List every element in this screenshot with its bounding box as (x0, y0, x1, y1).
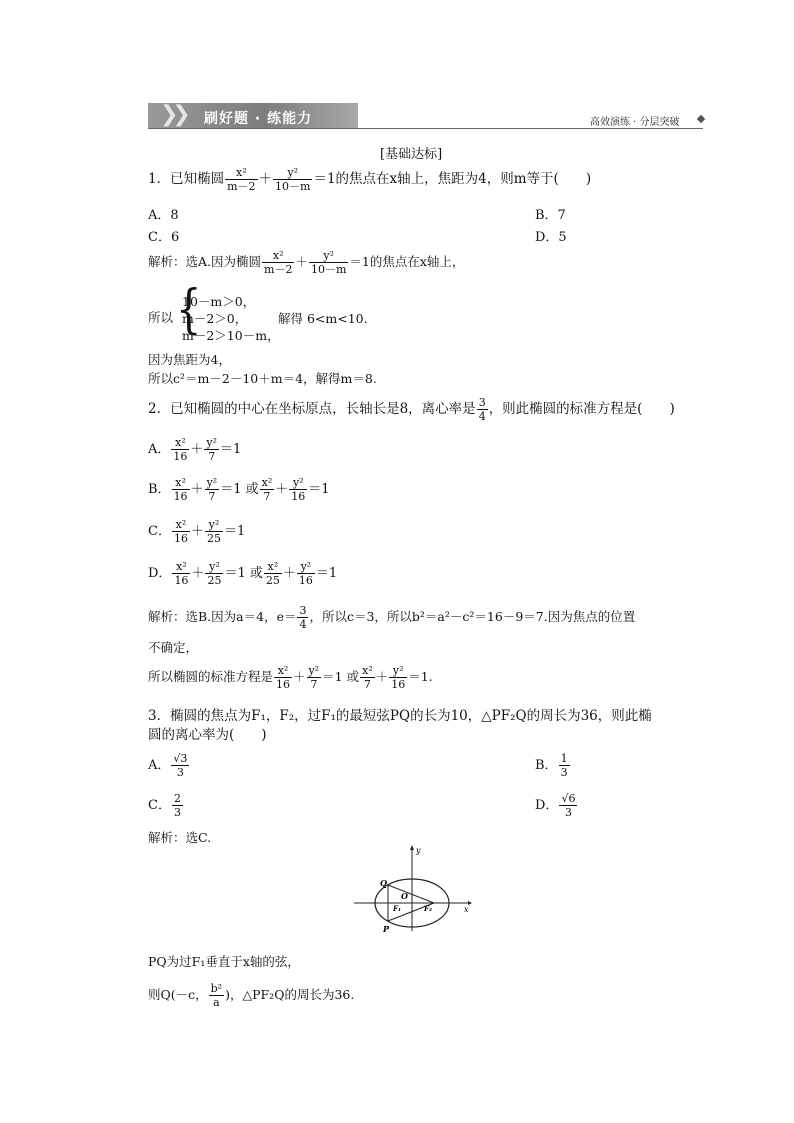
q1-system-line-2: m－2＞0， (182, 311, 248, 326)
q3-option-c: C． $\frac{2}{3}$ (148, 792, 181, 819)
label-o: O (401, 891, 408, 901)
label-q: Q (380, 878, 387, 888)
label-y: y (416, 846, 421, 855)
q2-option-d: D． $\frac{\text{x²}}{16}$ ＋ $\frac{\text{y²}}{25}$ ＝1 或 $\frac{\text{x²}}{25}$ ＋ $\frac{\text{y²}}{16}$ ＝1 (148, 560, 338, 587)
q3-pq-line: PQ为过F₁垂直于x轴的弦， (148, 954, 300, 969)
q3-option-b: B． $\frac{1}{3}$ (535, 752, 568, 779)
q2-option-a: A． $\frac{\text{x²}}{16}$ ＋ $\frac{\text{y²}}{7}$ ＝1 (148, 436, 242, 463)
x-axis-arrow (468, 901, 472, 905)
segment-qf2 (388, 885, 434, 903)
q3-stem-line-2: 圆的离心率为( ) (148, 727, 267, 743)
label-f2: F₂ (424, 904, 433, 913)
banner-title: 刷好题 · 练能力 (204, 111, 313, 127)
ellipse-figure (352, 845, 472, 935)
y-axis-arrow (410, 845, 414, 850)
q1-solution-line: 解析：选A.因为椭圆 $\frac{\text{x²}}{m-2}$ ＋ $\frac{\text{y²}}{10-m}$ ＝1的焦点在x轴上， (148, 249, 465, 276)
q3-stem-line-1: 3．椭圆的焦点为F₁，F₂，过F₁的最短弦PQ的长为10，△PF₂Q的周长为36，则此椭 (148, 708, 652, 724)
q1-focal-line: 因为焦距为4， (148, 352, 231, 367)
left-brace: { (176, 280, 202, 340)
q1-system-result: 解得 6<m<10. (278, 311, 368, 326)
q1-final-line: 所以c²＝m－2－10＋m＝4，解得m＝8. (148, 371, 377, 386)
q1-system-prefix: 所以 (148, 310, 174, 325)
q2-option-c: C． $\frac{\text{x²}}{16}$ ＋ $\frac{\text{y²}}{25}$ ＝1 (148, 518, 246, 545)
q1-option-a: A．8 (148, 208, 179, 223)
q1-option-b: B．7 (535, 208, 566, 223)
q3-solution-line: 解析：选C. (148, 830, 212, 845)
section-title: [基础达标] (380, 147, 443, 162)
q1-option-d: D．5 (535, 230, 567, 245)
chevron-right-icon: ❯❯ (160, 102, 185, 127)
header-right-label: 高效演练 · 分层突破 (590, 117, 680, 128)
header-rule (148, 128, 703, 129)
q1-system-line-3: m－2＞10－m， (182, 328, 280, 343)
q1-stem: 1．已知椭圆 $\frac{\text{x²}}{m-2}$ ＋ $\frac{\text{y²}}{10-m}$ ＝1的焦点在x轴上，焦距为4，则m等于( ) (148, 166, 592, 193)
q1-option-c: C．6 (148, 230, 180, 245)
label-x: x (464, 905, 469, 914)
label-f1: F₁ (393, 904, 402, 913)
label-p: P (383, 924, 390, 934)
q2-stem: 2．已知椭圆的中心在坐标原点，长轴长是8，离心率是 $\frac{3}{4}$ ，则此椭圆的标准方程是( ) (148, 396, 675, 423)
q1-system-line-1: 10－m＞0， (182, 294, 256, 309)
diamond-icon (697, 115, 705, 123)
q3-option-a: A． $\frac{√3}{3}$ (148, 752, 188, 779)
q3-option-d: D． $\frac{√6}{3}$ (535, 792, 576, 819)
q2-solution-line-3: 所以椭圆的标准方程是 $\frac{\text{x²}}{16}$ ＋ $\frac{\text{y²}}{7}$ ＝1 或 $\frac{\text{x²}}{7}$ ＋ $\frac{\text{y²}}{16}$ ＝1. (148, 664, 433, 691)
q3-q-line: 则Q(－c， $\frac{\text{b²}}{a}$ )，△PF₂Q的周长为36. (148, 982, 355, 1009)
q2-option-b: B． $\frac{\text{x²}}{16}$ ＋ $\frac{\text{y²}}{7}$ ＝1 或 $\frac{\text{x²}}{7}$ ＋ $\frac{\text{y²}}{16}$ ＝1 (148, 476, 330, 503)
q2-solution-line-1: 解析：选B.因为a＝4，e＝ $\frac{3}{4}$ ，所以c＝3，所以b²＝a²－c²＝16－9＝7.因为焦点的位置 (148, 604, 636, 631)
q2-solution-line-2: 不确定， (148, 640, 199, 655)
